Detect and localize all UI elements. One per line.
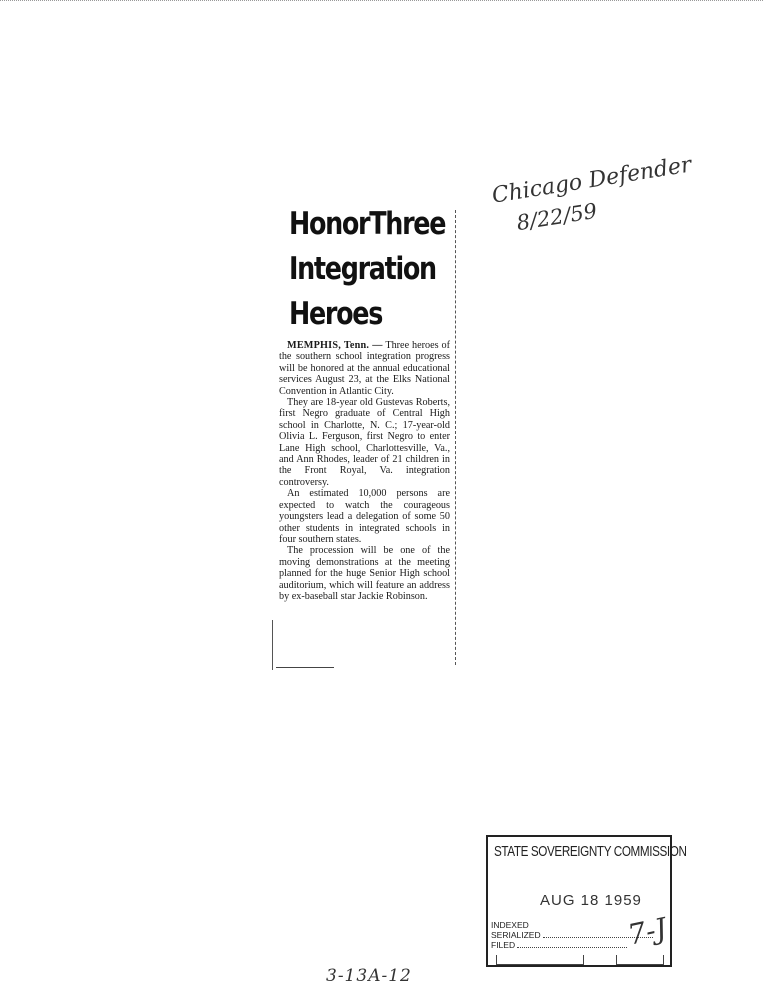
article-paragraph: The procession will be one of the moving demonstrations at the meeting planned for the huge Senior High school auditorium, which will feature an address by ex-baseball star Jackie Robinson. [279,545,450,602]
scan-top-edge [0,0,763,1]
article-body [279,340,450,602]
handwritten-annotation [490,150,698,241]
file-number: 3-13A-12 [326,966,412,986]
clipping-cut-edge-left [272,620,273,670]
stamp-title: STATE SOVEREIGNTY COMMISSION [494,843,687,860]
article-paragraph: MEMPHIS, Tenn. — Three heroes of the southern school integration progress will be honored at the annual educational services August 23, at the Elks National Convention in Atlantic City. [279,340,450,397]
stamp-field-serialized: SERIALIZED [491,930,667,940]
clipping-bottom-rule [276,667,334,668]
handwritten-date: 8/22/59 [514,198,599,236]
article-dateline: MEMPHIS, Tenn. — [287,340,383,351]
stamp-field-indexed: INDEXED [491,920,529,930]
article-headline: HonorThree Integration Heroes [289,206,446,332]
stamp-date: AUG 18 1959 [540,892,642,909]
stamp-field-filed: FILED [491,940,667,950]
clipping-cut-edge [455,210,456,665]
stamp-box [496,955,584,965]
article-paragraph: An estimated 10,000 persons are expected to watch the courageous youngsters lead a delegation of some 50 other students in integrated schools in four southern states. [279,488,450,545]
handwritten-source: Chicago Defender [490,152,694,209]
stamp-box [616,955,664,965]
stamp-initials: 7-J [624,911,670,952]
article-paragraph: They are 18-year old Gustevas Roberts, first Negro graduate of Central High school in Charlotte, N. C.; 17-year-old Olivia L. Ferguson, first Negro to enter Lane High school, Charlottesville, Va., and Ann Rhodes, leader of 21 children in the Front Royal, Va. integration controversy. [279,397,450,488]
commission-stamp [486,835,687,967]
